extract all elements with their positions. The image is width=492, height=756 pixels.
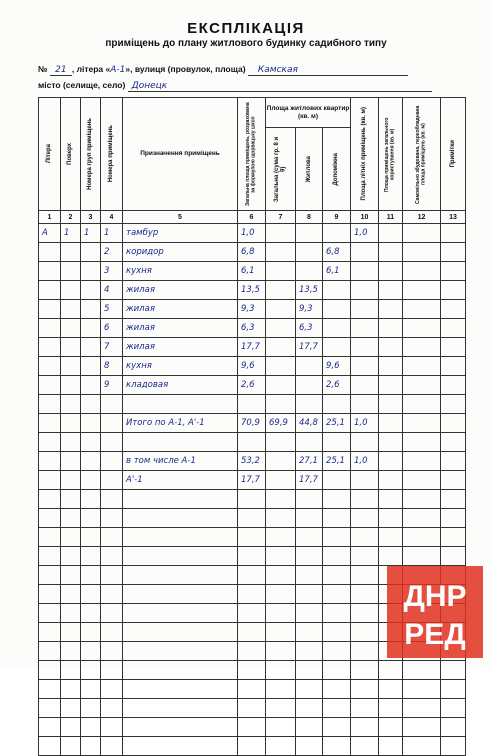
cell-empty [441, 338, 466, 357]
table-row [39, 376, 466, 395]
cell-c9 [323, 281, 351, 300]
table-row [39, 262, 466, 281]
cell-empty [441, 224, 466, 243]
cell-c9 [323, 471, 351, 490]
table-row [39, 452, 466, 471]
cell-empty [441, 300, 466, 319]
table-row [39, 395, 466, 414]
cell-c4: 9 [101, 376, 123, 395]
cell-c6: 13,5 [238, 281, 266, 300]
column-number: 9 [323, 211, 351, 224]
cell-c8: 6,3 [296, 319, 323, 338]
cell-c4 [101, 433, 123, 452]
cell-empty [379, 281, 403, 300]
watermark-text-bottom: РЕД [404, 618, 466, 651]
cell-empty [403, 395, 441, 414]
cell-c2 [61, 395, 81, 414]
header-total-area: Загальна площа приміщень, розрахована за формулою щорвацьку шкоп [238, 98, 266, 211]
cell-c1 [39, 300, 61, 319]
cell-c10 [351, 262, 379, 281]
cell-empty [403, 357, 441, 376]
column-numbers-row [39, 211, 466, 224]
cell-c10: 1,0 [351, 224, 379, 243]
cell-c10: 1,0 [351, 452, 379, 471]
cell-c1 [39, 395, 61, 414]
cell-c5: жилая [123, 281, 238, 300]
cell-c2 [61, 300, 81, 319]
cell-c2 [61, 471, 81, 490]
cell-c9: 25,1 [323, 414, 351, 433]
cell-c2 [61, 433, 81, 452]
litera-value: А-1 [110, 65, 126, 75]
cell-empty [379, 262, 403, 281]
cell-c4: 8 [101, 357, 123, 376]
cell-c6: 6,8 [238, 243, 266, 262]
column-number: 5 [123, 211, 238, 224]
cell-c5: жилая [123, 300, 238, 319]
cell-c5: жилая [123, 319, 238, 338]
cell-c1 [39, 433, 61, 452]
cell-c2 [61, 338, 81, 357]
cell-c2 [61, 319, 81, 338]
cell-c7 [266, 395, 296, 414]
cell-empty [403, 300, 441, 319]
cell-empty [403, 471, 441, 490]
header-auxiliary: Допоміжна [323, 128, 351, 211]
cell-c3 [81, 262, 101, 281]
cell-c7 [266, 300, 296, 319]
cell-empty [379, 452, 403, 471]
column-number: 2 [61, 211, 81, 224]
address-line [38, 64, 458, 76]
cell-c2 [61, 357, 81, 376]
cell-c7 [266, 262, 296, 281]
number-value: 21 [50, 65, 72, 76]
cell-c7 [266, 224, 296, 243]
cell-c7 [266, 452, 296, 471]
cell-c6: 17,7 [238, 338, 266, 357]
cell-c1 [39, 319, 61, 338]
cell-c6 [238, 433, 266, 452]
cell-c10 [351, 471, 379, 490]
cell-c9: 25,1 [323, 452, 351, 471]
cell-empty [403, 433, 441, 452]
cell-c4 [101, 452, 123, 471]
cell-c1 [39, 281, 61, 300]
cell-empty [441, 376, 466, 395]
cell-c7 [266, 376, 296, 395]
cell-c6: 70,9 [238, 414, 266, 433]
cell-c3 [81, 452, 101, 471]
cell-c3 [81, 471, 101, 490]
cell-c2 [61, 376, 81, 395]
cell-c1 [39, 262, 61, 281]
cell-c6: 17,7 [238, 471, 266, 490]
number-label: № [38, 64, 48, 74]
cell-empty [379, 319, 403, 338]
empty-row [39, 528, 466, 547]
table-row [39, 338, 466, 357]
cell-c8: 17,7 [296, 471, 323, 490]
cell-empty [403, 262, 441, 281]
cell-c9 [323, 395, 351, 414]
cell-c8 [296, 357, 323, 376]
cell-c3: 1 [81, 224, 101, 243]
cell-c4: 5 [101, 300, 123, 319]
cell-empty [441, 395, 466, 414]
cell-c5 [123, 433, 238, 452]
cell-c3 [81, 243, 101, 262]
cell-c8: 44,8 [296, 414, 323, 433]
cell-c5: кухня [123, 262, 238, 281]
cell-c9: 9,6 [323, 357, 351, 376]
cell-c9: 2,6 [323, 376, 351, 395]
cell-empty [441, 262, 466, 281]
cell-c4: 2 [101, 243, 123, 262]
header-total-sum: Загальна (сума гр. 8 и 9) [266, 128, 296, 211]
cell-c3 [81, 376, 101, 395]
cell-empty [441, 281, 466, 300]
cell-c8: 9,3 [296, 300, 323, 319]
cell-c7 [266, 243, 296, 262]
table-row [39, 300, 466, 319]
cell-c6: 1,0 [238, 224, 266, 243]
header-living: Житлова [296, 128, 323, 211]
cell-c10 [351, 300, 379, 319]
table-row [39, 357, 466, 376]
cell-c8 [296, 224, 323, 243]
watermark-logo [387, 566, 483, 658]
cell-c7 [266, 471, 296, 490]
cell-c3 [81, 395, 101, 414]
cell-c7 [266, 433, 296, 452]
cell-empty [379, 338, 403, 357]
empty-row [39, 680, 466, 699]
cell-c9 [323, 433, 351, 452]
cell-c2 [61, 452, 81, 471]
table-row [39, 433, 466, 452]
table-row [39, 471, 466, 490]
cell-c9 [323, 319, 351, 338]
cell-c6: 9,3 [238, 300, 266, 319]
cell-c4: 4 [101, 281, 123, 300]
city-label: місто (селище, село) [38, 80, 126, 90]
cell-c8 [296, 395, 323, 414]
header-litera: Літера [39, 98, 61, 211]
cell-c7 [266, 338, 296, 357]
empty-row [39, 699, 466, 718]
table-row [39, 319, 466, 338]
cell-empty [379, 471, 403, 490]
column-number: 3 [81, 211, 101, 224]
cell-c7 [266, 319, 296, 338]
cell-c8: 27,1 [296, 452, 323, 471]
litera-label: , літера « [71, 64, 111, 74]
header-group-numbers: Номера груп приміщень [81, 98, 101, 211]
cell-c10 [351, 395, 379, 414]
cell-c6: 53,2 [238, 452, 266, 471]
cell-empty [379, 414, 403, 433]
empty-row [39, 661, 466, 680]
cell-c10 [351, 281, 379, 300]
cell-c5: Итого по А-1, А'-1 [123, 414, 238, 433]
table-row [39, 281, 466, 300]
cell-c5: кладовая [123, 376, 238, 395]
table-row [39, 224, 466, 243]
cell-empty [441, 433, 466, 452]
cell-c8: 13,5 [296, 281, 323, 300]
cell-empty [403, 243, 441, 262]
cell-c9 [323, 338, 351, 357]
cell-c8 [296, 262, 323, 281]
cell-c3 [81, 433, 101, 452]
cell-c5: коридор [123, 243, 238, 262]
cell-c5: жилая [123, 338, 238, 357]
column-number: 1 [39, 211, 61, 224]
column-number: 13 [441, 211, 466, 224]
cell-c6: 2,6 [238, 376, 266, 395]
header-room-numbers: Номера приміщень [101, 98, 123, 211]
street-label: », вулиця (провулок, площа) [125, 64, 246, 74]
header-floor: Поверх [61, 98, 81, 211]
cell-c9 [323, 300, 351, 319]
cell-c10 [351, 319, 379, 338]
cell-c1 [39, 338, 61, 357]
cell-c10: 1,0 [351, 414, 379, 433]
cell-c1 [39, 376, 61, 395]
column-number: 4 [101, 211, 123, 224]
column-number: 12 [403, 211, 441, 224]
cell-empty [441, 243, 466, 262]
cell-c3 [81, 281, 101, 300]
cell-c1 [39, 452, 61, 471]
empty-row [39, 509, 466, 528]
cell-empty [379, 376, 403, 395]
cell-c5: А'-1 [123, 471, 238, 490]
cell-c10 [351, 376, 379, 395]
cell-empty [403, 281, 441, 300]
cell-c4: 7 [101, 338, 123, 357]
cell-empty [441, 414, 466, 433]
cell-c7 [266, 281, 296, 300]
cell-c9: 6,1 [323, 262, 351, 281]
cell-c8 [296, 376, 323, 395]
cell-c6 [238, 395, 266, 414]
cell-empty [441, 471, 466, 490]
cell-empty [403, 338, 441, 357]
cell-c8 [296, 243, 323, 262]
empty-row [39, 490, 466, 509]
cell-c3 [81, 300, 101, 319]
cell-empty [379, 357, 403, 376]
watermark-text-top: ДНР [403, 580, 467, 613]
cell-c9: 6,8 [323, 243, 351, 262]
cell-c7 [266, 357, 296, 376]
street-value: Камская [248, 65, 408, 76]
cell-c2: 1 [61, 224, 81, 243]
cell-c1: А [39, 224, 61, 243]
cell-c2 [61, 281, 81, 300]
cell-c10 [351, 338, 379, 357]
cell-c4 [101, 395, 123, 414]
cell-c1 [39, 471, 61, 490]
header-purpose: Призначення приміщень [123, 98, 238, 211]
cell-empty [379, 300, 403, 319]
cell-c4: 6 [101, 319, 123, 338]
empty-row [39, 718, 466, 737]
cell-c1 [39, 357, 61, 376]
column-number: 7 [266, 211, 296, 224]
cell-empty [379, 395, 403, 414]
cell-empty [441, 319, 466, 338]
cell-c9 [323, 224, 351, 243]
cell-c5: в том числе А-1 [123, 452, 238, 471]
cell-c6: 6,3 [238, 319, 266, 338]
empty-row [39, 547, 466, 566]
cell-c2 [61, 262, 81, 281]
cell-empty [403, 319, 441, 338]
header-living-group: Площа житлових квартир (кв. м) [266, 98, 351, 128]
cell-c1 [39, 243, 61, 262]
cell-empty [441, 357, 466, 376]
cell-c5: тамбур [123, 224, 238, 243]
column-number: 6 [238, 211, 266, 224]
table-row [39, 414, 466, 433]
cell-c10 [351, 433, 379, 452]
cell-c6: 6,1 [238, 262, 266, 281]
cell-c3 [81, 319, 101, 338]
cell-empty [403, 414, 441, 433]
cell-c6: 9,6 [238, 357, 266, 376]
cell-c7: 69,9 [266, 414, 296, 433]
column-number: 8 [296, 211, 323, 224]
cell-empty [403, 452, 441, 471]
cell-c4: 3 [101, 262, 123, 281]
cell-c8 [296, 433, 323, 452]
city-line [38, 80, 458, 92]
cell-c3 [81, 338, 101, 357]
header-notes: Примітки [441, 98, 466, 211]
cell-c4 [101, 471, 123, 490]
cell-c10 [351, 243, 379, 262]
cell-c10 [351, 357, 379, 376]
column-number: 10 [351, 211, 379, 224]
cell-c1 [39, 414, 61, 433]
header-common-area: Площа приміщень загального користування (кв. м) [379, 98, 403, 211]
header-summer-area: Площа літніх приміщень (кв. м) [351, 98, 379, 211]
cell-empty [379, 224, 403, 243]
cell-c3 [81, 414, 101, 433]
cell-c4 [101, 414, 123, 433]
cell-c8: 17,7 [296, 338, 323, 357]
cell-c4: 1 [101, 224, 123, 243]
cell-c5: кухня [123, 357, 238, 376]
column-number: 11 [379, 211, 403, 224]
document-title: ЕКСПЛІКАЦІЯ [187, 20, 305, 37]
cell-empty [379, 243, 403, 262]
cell-c2 [61, 243, 81, 262]
cell-c5 [123, 395, 238, 414]
header-unauthorized-area: Самовільно збудована, переобладнана площа приміщень (кв. м) [403, 98, 441, 211]
empty-row [39, 737, 466, 756]
table-row [39, 243, 466, 262]
cell-c2 [61, 414, 81, 433]
city-value: Донецк [128, 81, 432, 92]
cell-c3 [81, 357, 101, 376]
cell-empty [403, 376, 441, 395]
document-subtitle: приміщень до плану житлового будинку садибного типу [105, 38, 387, 49]
cell-empty [403, 224, 441, 243]
cell-empty [441, 452, 466, 471]
cell-empty [379, 433, 403, 452]
